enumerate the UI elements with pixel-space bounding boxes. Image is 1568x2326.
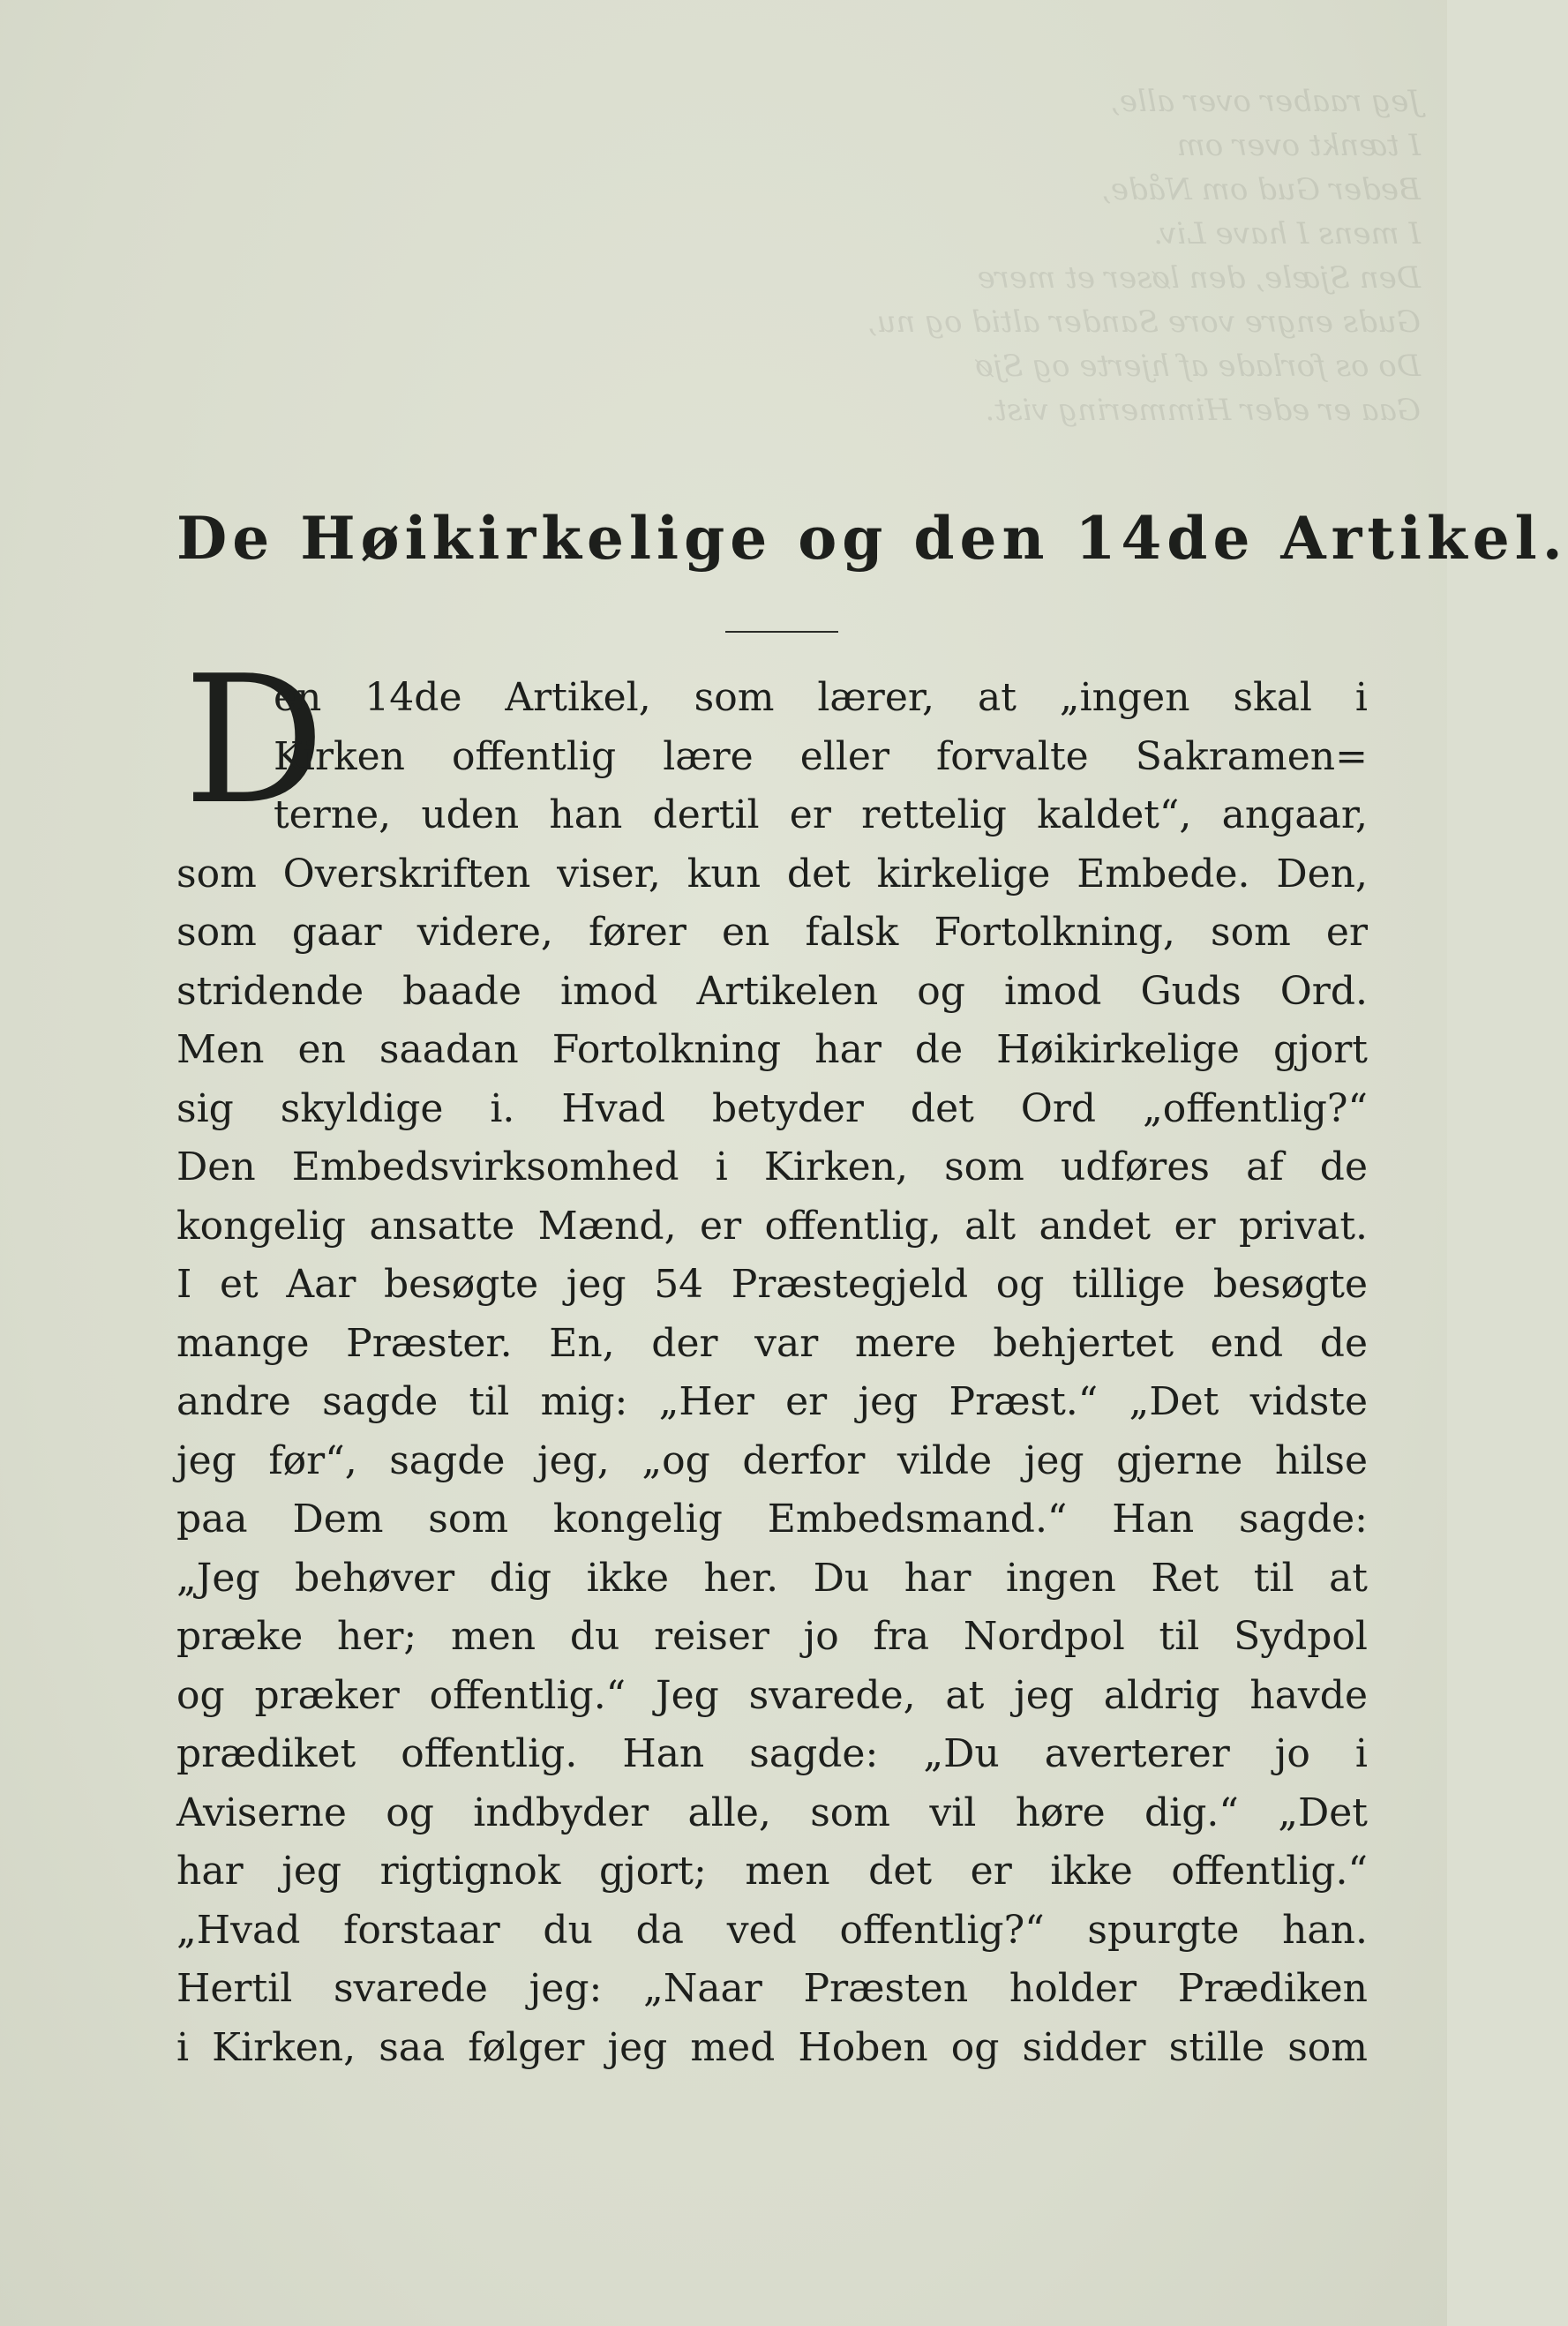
text-line: som gaar videre, fører en falsk Fortolkning, som er <box>176 910 1368 955</box>
text-line: mange Præster. En, der var mere behjertet end de <box>176 1320 1368 1366</box>
bleed-line: Jeg raaber over alle, <box>1110 84 1421 119</box>
text-line: jeg før“, sagde jeg, „og derfor vilde jeg gjerne hilse <box>176 1437 1368 1483</box>
chapter-title: De Høikirkelige og den 14de Artikel. <box>176 504 1568 573</box>
text-line: Aviserne og indbyder alle, som vil høre dig.“ „Det <box>176 1790 1368 1835</box>
text-line: „Jeg behøver dig ikke her. Du har ingen Ret til at <box>176 1555 1368 1601</box>
text-line: „Hvad forstaar du da ved offentlig?“ spurgte han. <box>176 1907 1368 1953</box>
text-line: Hertil svarede jeg: „Naar Præsten holder Prædiken <box>176 1966 1368 2011</box>
text-line: terne, uden han dertil er rettelig kaldet“, angaar, <box>274 792 1368 837</box>
bleed-line: Do os forlade af hjerte og Sjø <box>975 349 1421 384</box>
bleed-line: I mens I have Liv. <box>1153 216 1421 251</box>
text-line: Kirken offentlig lære eller forvalte Sakramen= <box>274 733 1368 779</box>
text-line: Den Embedsvirksomhed i Kirken, som udføres af de <box>176 1144 1368 1189</box>
bleed-line: Guds engre vore Sander altid og nu, <box>867 304 1421 340</box>
text-line: stridende baade imod Artikelen og imod Guds Ord. <box>176 968 1368 1014</box>
text-line: paa Dem som kongelig Embedsmand.“ Han sagde: <box>176 1497 1368 1542</box>
bleed-line: Beder Gud om Nåde, <box>1101 172 1421 207</box>
text-line: andre sagde til mig: „Her er jeg Præst.“ „Det vidste <box>176 1379 1368 1424</box>
bleed-line: Den Sjæle, den løser et mere <box>977 260 1421 296</box>
text-line: Men en saadan Fortolkning har de Høikirkelige gjort <box>176 1027 1368 1072</box>
text-line: og præker offentlig.“ Jeg svarede, at jeg aldrig havde <box>176 1672 1368 1718</box>
bleed-line: I tænkt over om <box>1176 128 1421 163</box>
text-line: I et Aar besøgte jeg 54 Præstegjeld og tillige besøgte <box>176 1262 1368 1307</box>
text-line: har jeg rigtignok gjort; men det er ikke offentlig.“ <box>176 1849 1368 1894</box>
body-text <box>176 669 1368 2077</box>
bleed-line: Gaa er eder Himmering vist. <box>985 393 1421 428</box>
text-line: kongelig ansatte Mænd, er offentlig, alt andet er privat. <box>176 1203 1368 1249</box>
text-line: i Kirken, saa følger jeg med Hoben og sidder stille som <box>176 2024 1368 2070</box>
text-line: sig skyldige i. Hvad betyder det Ord „offentlig?“ <box>176 1085 1368 1131</box>
title-divider <box>725 631 838 633</box>
drop-cap: D <box>184 638 326 844</box>
text-line: prædiket offentlig. Han sagde: „Du averterer jo i <box>176 1731 1368 1776</box>
text-line: en 14de Artikel, som lærer, at „ingen skal i <box>274 675 1368 720</box>
text-line: som Overskriften viser, kun det kirkelige Embede. Den, <box>176 851 1368 897</box>
text-line: præke her; men du reiser jo fra Nordpol til Sydpol <box>176 1614 1368 1659</box>
